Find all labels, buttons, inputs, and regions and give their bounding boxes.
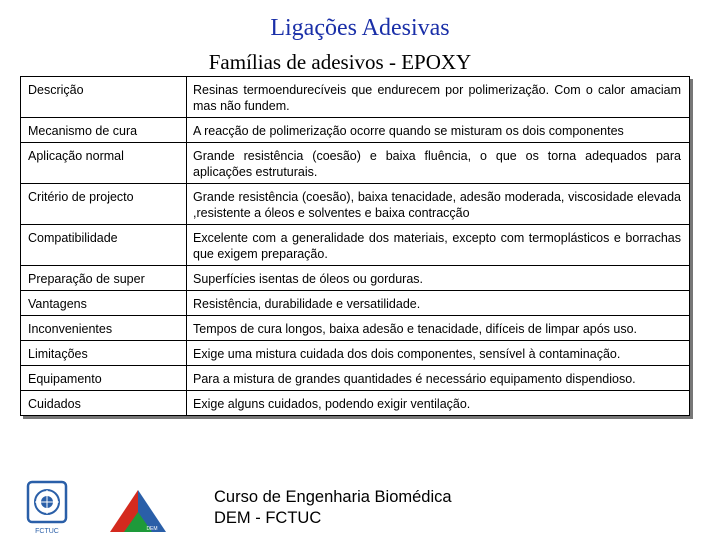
table-row	[21, 291, 689, 316]
row-label: Limitações	[21, 341, 187, 366]
dem-logo-text: DEM	[146, 526, 158, 532]
footer-department: DEM - FCTUC	[214, 509, 322, 527]
table-body	[21, 77, 689, 415]
table-row	[21, 391, 689, 416]
fctuc-logo	[26, 480, 68, 536]
row-label: Descrição	[28, 83, 84, 97]
table-row	[21, 366, 689, 391]
row-value: Resinas termoendurecíveis que endurecem por polimerização. Com o calor amaciam mas não fundem.	[187, 77, 690, 118]
row-value: Superfícies isentas de óleos ou gorduras.	[187, 266, 690, 291]
table-row	[21, 225, 689, 266]
row-value: Exige uma mistura cuidada dos dois componentes, sensível à contaminação.	[187, 341, 690, 366]
properties-table	[20, 76, 690, 416]
row-label: Cuidados	[21, 391, 187, 416]
row-label: Preparação de super	[21, 266, 187, 291]
page-subtitle: Famílias de adesivos - EPOXY	[208, 50, 472, 74]
row-value: Tempos de cura longos, baixa adesão e tenacidade, difíceis de limpar após uso.	[187, 316, 690, 341]
row-label: Equipamento	[21, 366, 187, 391]
table-row	[21, 77, 689, 118]
table-row	[21, 184, 689, 225]
table-row	[21, 316, 689, 341]
row-value: A reacção de polimerização ocorre quando se misturam os dois componentes	[187, 118, 690, 143]
table-row	[21, 341, 689, 366]
row-label: Vantagens	[21, 291, 187, 316]
row-value: Exige alguns cuidados, podendo exigir ventilação.	[187, 391, 690, 416]
fctuc-logo-text: FCTUC	[35, 528, 59, 535]
table-row	[21, 118, 689, 143]
row-value: Excelente com a generalidade dos materiais, excepto com termoplásticos e borrachas que exigem preparação.	[187, 225, 690, 266]
table-row	[21, 143, 689, 184]
row-label: Aplicação normal	[21, 143, 187, 184]
dem-logo	[108, 488, 168, 534]
row-label: Compatibilidade	[21, 225, 187, 266]
row-label: Inconvenientes	[21, 316, 187, 341]
footer	[214, 487, 452, 529]
row-value: Resistência, durabilidade e versatilidade.	[187, 291, 690, 316]
table-row	[21, 266, 689, 291]
row-label: Critério de projecto	[21, 184, 187, 225]
page-title: Ligações Adesivas	[270, 15, 450, 41]
footer-course: Curso de Engenharia Biomédica	[214, 488, 452, 506]
row-label: Mecanismo de cura	[21, 118, 187, 143]
row-value: Grande resistência (coesão) e baixa fluência, o que os torna adequados para aplicações estruturais.	[187, 143, 690, 184]
row-value: Grande resistência (coesão), baixa tenacidade, adesão moderada, viscosidade elevada ,resistente a óleos e solventes e baixa contracção	[187, 184, 690, 225]
row-value: Para a mistura de grandes quantidades é necessário equipamento dispendioso.	[187, 366, 690, 391]
